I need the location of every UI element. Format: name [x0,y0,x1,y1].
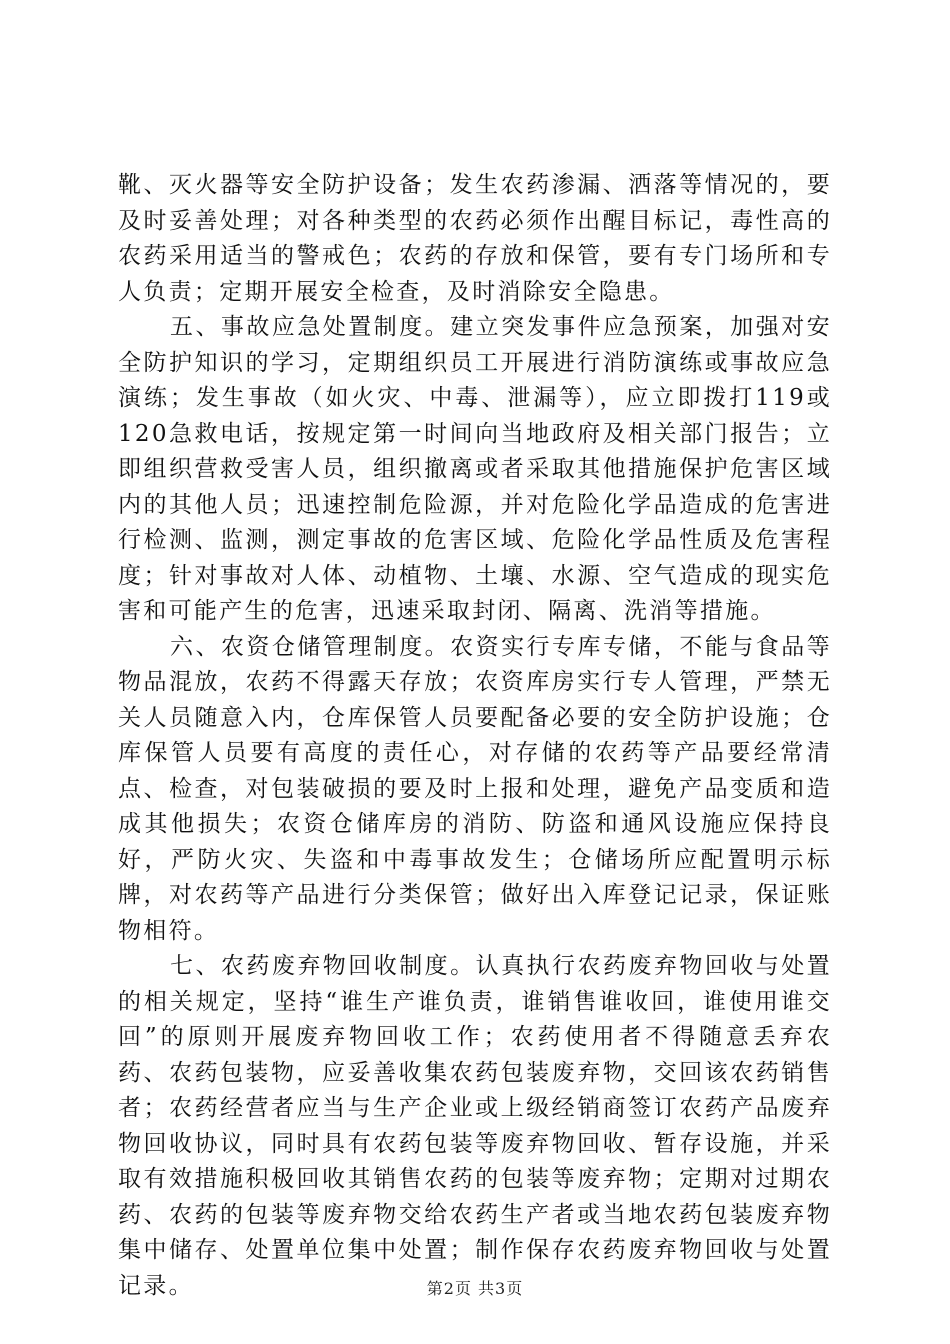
paragraph-accident-emergency: 五、事故应急处置制度。建立突发事件应急预案，加强对安全防护知识的学习，定期组织员工开展进行消防演练或事故应急演练；发生事故（如火灾、中毒、泄漏等），应立即拨打119或120急救电话，按规定第一时间向当地政府及相关部门报告；立即组织营救受害人员，组织撤离或者采取其他措施保护危害区域内的其他人员；迅速控制危险源，并对危险化学品造成的危害进行检测、监测，测定事故的危害区域、危险化学品性质及危害程度；针对事故对人体、动植物、土壤、水源、空气造成的现实危害和可能产生的危害，迅速采取封闭、隔离、洗消等措施。 [118,314,832,624]
paragraph-continuation: 靴、灭火器等安全防护设备；发生农药渗漏、洒落等情况的，要及时妥善处理；对各种类型的农药必须作出醒目标记，毒性高的农药采用适当的警戒色；农药的存放和保管，要有专门场所和专人负责；定期开展安全检查，及时消除安全隐患。 [118,172,832,305]
paragraph-waste-recycling: 七、农药废弃物回收制度。认真执行农药废弃物回收与处置的相关规定，坚持“谁生产谁负责，谁销售谁收回，谁使用谁交回”的原则开展废弃物回收工作；农药使用者不得随意丢弃农药、农药包装物，应妥善收集农药包装废弃物，交回该农药销售者；农药经营者应当与生产企业或上级经销商签订农药产品废弃物回收协议，同时具有农药包装等废弃物回收、暂存设施，并采取有效措施积极回收其销售农药的包装等废弃物；定期对过期农药、农药的包装等废弃物交给农药生产者或当地农药包装废弃物集中储存、处置单位集中处置；制作保存农药废弃物回收与处置记录。 [118,953,832,1299]
paragraph-warehouse-management: 六、农资仓储管理制度。农资实行专库专储，不能与食品等物品混放，农药不得露天存放；农资库房实行专人管理，严禁无关人员随意入内，仓库保管人员要配备必要的安全防护设施；仓库保管人员要有高度的责任心，对存储的农药等产品要经常清点、检查，对包装破损的要及时上报和处理，避免产品变质和造成其他损失；农资仓储库房的消防、防盗和通风设施应保持良好，严防火灾、失盗和中毒事故发生；仓储场所应配置明示标牌，对农药等产品进行分类保管；做好出入库登记记录，保证账物相符。 [118,633,832,944]
document-body [118,168,832,1304]
page-number-footer: 第2页 共3页 [426,1279,524,1298]
